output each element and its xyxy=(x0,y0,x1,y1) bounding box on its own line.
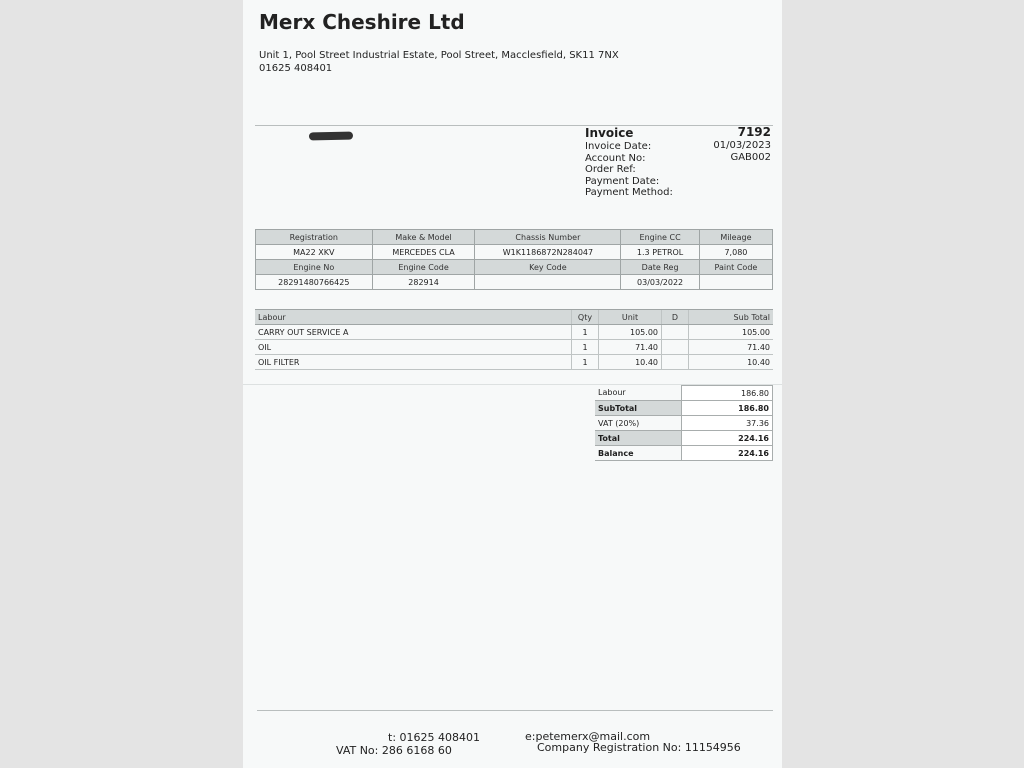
totals-label: Total xyxy=(595,431,682,446)
item-subtotal: 71.40 xyxy=(689,340,774,355)
payment-method-label: Payment Method: xyxy=(585,187,673,198)
account-no-value: GAB002 xyxy=(730,151,771,163)
totals-row xyxy=(595,446,773,461)
table-row xyxy=(255,340,773,355)
company-address: Unit 1, Pool Street Industrial Estate, Pool Street, Macclesfield, SK11 7NX xyxy=(259,50,619,61)
totals-row xyxy=(595,416,773,431)
account-no-label: Account No: xyxy=(585,152,646,164)
item-qty: 1 xyxy=(572,325,599,340)
vehicle-details-table xyxy=(255,229,773,290)
subtotal-header: Sub Total xyxy=(689,310,774,325)
table-cell: MA22 XKV xyxy=(256,245,373,260)
invoice-title: Invoice xyxy=(585,126,634,140)
table-cell: 28291480766425 xyxy=(256,275,373,290)
totals-row xyxy=(595,431,773,446)
invoice-date-label: Invoice Date: xyxy=(585,141,652,152)
invoice-number: 7192 xyxy=(737,125,771,139)
company-address-block xyxy=(259,49,619,75)
footer-divider xyxy=(257,710,773,711)
table-cell: 7,080 xyxy=(699,245,772,260)
totals-label: Balance xyxy=(595,446,682,461)
table-cell: W1K1186872N284047 xyxy=(475,245,621,260)
item-desc: CARRY OUT SERVICE A xyxy=(255,325,572,340)
redacted-customer-name xyxy=(309,132,353,141)
invoice-field-values xyxy=(713,140,771,163)
table-cell: MERCEDES CLA xyxy=(372,245,475,260)
vehicle-value-row xyxy=(256,245,773,260)
discount-header: D xyxy=(662,310,689,325)
table-header-cell: Mileage xyxy=(699,230,772,245)
totals-value: 186.80 xyxy=(682,401,773,416)
vehicle-header-row xyxy=(256,260,773,275)
item-discount xyxy=(662,340,689,355)
item-unit: 71.40 xyxy=(599,340,662,355)
footer-email: e:petemerx@mail.com xyxy=(525,730,651,743)
table-cell: 282914 xyxy=(372,275,475,290)
totals-row xyxy=(595,386,773,401)
table-cell: 1.3 PETROL xyxy=(621,245,700,260)
item-subtotal: 105.00 xyxy=(689,325,774,340)
table-header-cell: Engine No xyxy=(256,260,373,275)
order-ref-label: Order Ref: xyxy=(585,164,636,175)
table-cell xyxy=(699,275,772,290)
invoice-page xyxy=(243,0,782,768)
table-header-cell: Chassis Number xyxy=(475,230,621,245)
table-header-cell: Make & Model xyxy=(372,230,475,245)
table-header-cell: Engine Code xyxy=(372,260,475,275)
table-header-cell: Paint Code xyxy=(699,260,772,275)
item-unit: 105.00 xyxy=(599,325,662,340)
vehicle-value-row xyxy=(256,275,773,290)
item-discount xyxy=(662,325,689,340)
invoice-field-labels xyxy=(585,141,673,199)
table-row xyxy=(255,325,773,340)
item-unit: 10.40 xyxy=(599,355,662,370)
totals-label: VAT (20%) xyxy=(595,416,682,431)
labour-header-row xyxy=(255,310,773,325)
table-cell: 03/03/2022 xyxy=(621,275,700,290)
totals-value: 224.16 xyxy=(682,431,773,446)
totals-label: SubTotal xyxy=(595,401,682,416)
footer-vat-number: VAT No: 286 6168 60 xyxy=(336,744,452,757)
table-row xyxy=(255,355,773,370)
item-subtotal: 10.40 xyxy=(689,355,774,370)
labour-items-table xyxy=(255,309,773,370)
payment-date-label: Payment Date: xyxy=(585,175,660,187)
footer-company-registration: Company Registration No: 11154956 xyxy=(537,741,741,754)
item-discount xyxy=(662,355,689,370)
table-header-cell: Key Code xyxy=(475,260,621,275)
item-desc: OIL xyxy=(255,340,572,355)
totals-value: 186.80 xyxy=(682,386,773,401)
totals-table xyxy=(595,385,773,461)
totals-value: 224.16 xyxy=(682,446,773,461)
labour-desc-header: Labour xyxy=(255,310,572,325)
table-cell xyxy=(475,275,621,290)
invoice-date-value: 01/03/2023 xyxy=(713,140,771,151)
totals-value: 37.36 xyxy=(682,416,773,431)
unit-header: Unit xyxy=(599,310,662,325)
header-divider xyxy=(255,125,773,126)
item-qty: 1 xyxy=(572,340,599,355)
item-desc: OIL FILTER xyxy=(255,355,572,370)
item-qty: 1 xyxy=(572,355,599,370)
totals-row xyxy=(595,401,773,416)
vehicle-header-row xyxy=(256,230,773,245)
table-header-cell: Date Reg xyxy=(621,260,700,275)
table-header-cell: Engine CC xyxy=(621,230,700,245)
company-name: Merx Cheshire Ltd xyxy=(259,10,465,34)
company-phone: 01625 408401 xyxy=(259,63,333,74)
table-header-cell: Registration xyxy=(256,230,373,245)
qty-header: Qty xyxy=(572,310,599,325)
totals-label: Labour xyxy=(595,386,682,401)
footer-phone: t: 01625 408401 xyxy=(388,731,480,744)
